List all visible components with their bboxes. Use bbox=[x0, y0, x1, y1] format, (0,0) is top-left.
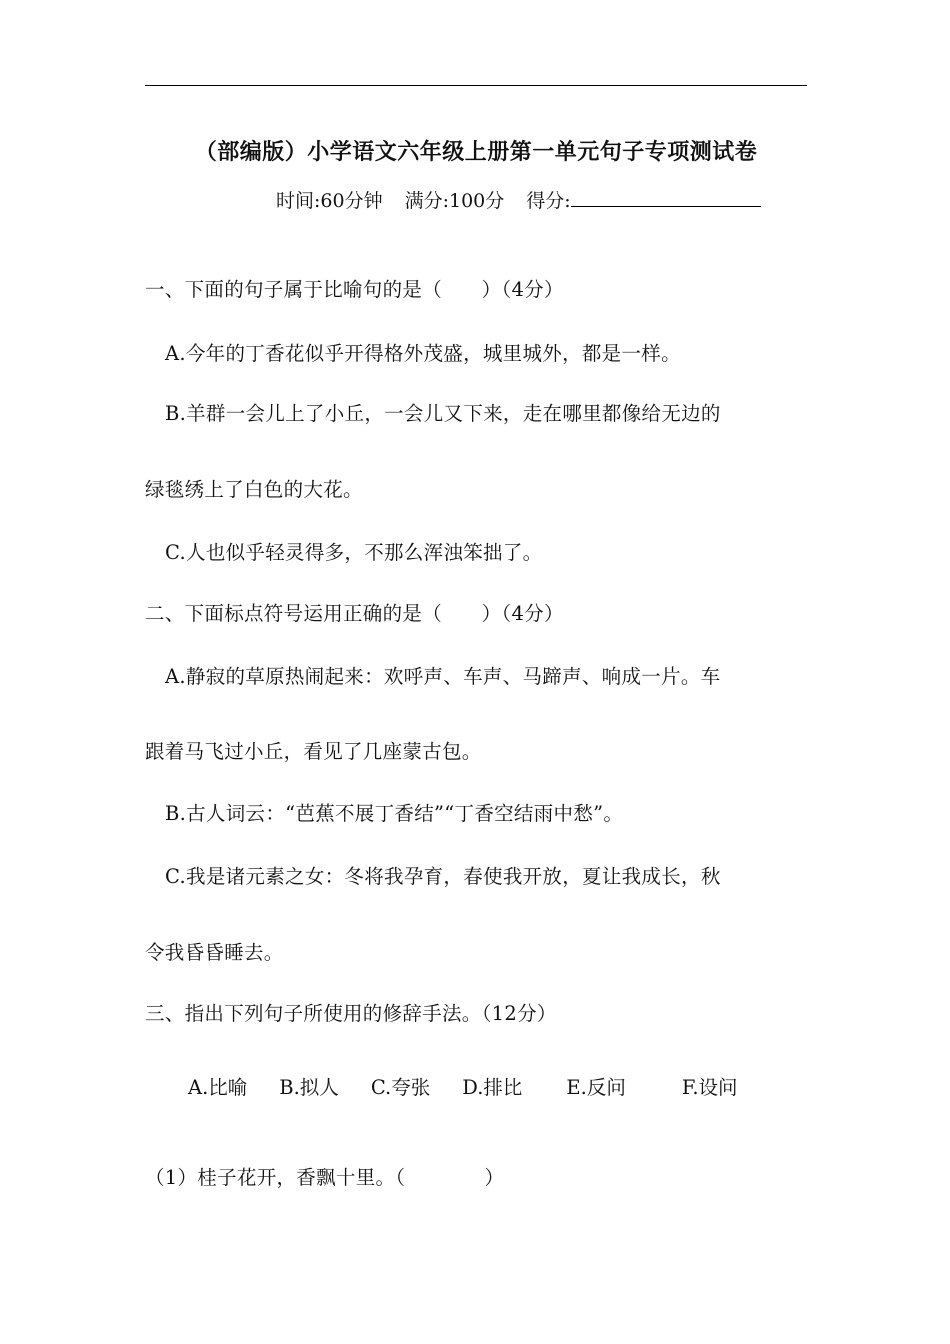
question-1-option-a[interactable]: A.今年的丁香花似乎开得格外茂盛，城里城外，都是一样。 bbox=[165, 342, 681, 365]
question-3-stem: 三、指出下列句子所使用的修辞手法。（12分） bbox=[145, 1002, 557, 1025]
question-1-option-b-cont: 绿毯绣上了白色的大花。 bbox=[145, 478, 363, 501]
question-2-option-a[interactable]: A.静寂的草原热闹起来：欢呼声、车声、马蹄声、响成一片。车 bbox=[165, 665, 721, 688]
question-2-option-c[interactable]: C.我是诸元素之女：冬将我孕育，春使我开放，夏让我成长，秋 bbox=[165, 865, 721, 888]
choice-d: D.排比 bbox=[462, 1076, 523, 1099]
exam-meta bbox=[276, 186, 761, 213]
choice-e: E.反问 bbox=[566, 1076, 626, 1099]
question-2-stem: 二、下面标点符号运用正确的是（ ）（4分） bbox=[145, 602, 564, 625]
choice-f: F.设问 bbox=[681, 1076, 738, 1099]
choice-a: A.比喻 bbox=[188, 1076, 248, 1099]
choice-b: B.拟人 bbox=[279, 1076, 339, 1099]
header-rule bbox=[145, 85, 807, 86]
score-label: 得分: bbox=[526, 190, 571, 212]
rhetoric-choices bbox=[188, 1072, 738, 1100]
score-blank[interactable] bbox=[571, 188, 761, 207]
full-score-label: 满分:100分 bbox=[404, 190, 505, 212]
question-1-option-c[interactable]: C.人也似乎轻灵得多，不那么浑浊笨拙了。 bbox=[165, 541, 543, 564]
question-1-stem: 一、下面的句子属于比喻句的是（ ）（4分） bbox=[145, 278, 564, 301]
time-label: 时间:60分钟 bbox=[276, 190, 383, 212]
question-2-option-b[interactable]: B.古人词云：“芭蕉不展丁香结”“丁香空结雨中愁”。 bbox=[165, 802, 624, 825]
question-2-option-a-cont: 跟着马飞过小丘，看见了几座蒙古包。 bbox=[145, 740, 482, 763]
question-2-option-c-cont: 令我昏昏睡去。 bbox=[145, 941, 284, 964]
question-1-option-b[interactable]: B.羊群一会儿上了小丘，一会儿又下来，走在哪里都像给无边的 bbox=[165, 402, 721, 425]
choice-c: C.夸张 bbox=[370, 1076, 431, 1099]
question-3-item-1[interactable]: （1）桂子花开，香飘十里。（ ） bbox=[145, 1166, 505, 1189]
page-title: （部编版）小学语文六年级上册第一单元句子专项测试卷 bbox=[194, 139, 758, 165]
